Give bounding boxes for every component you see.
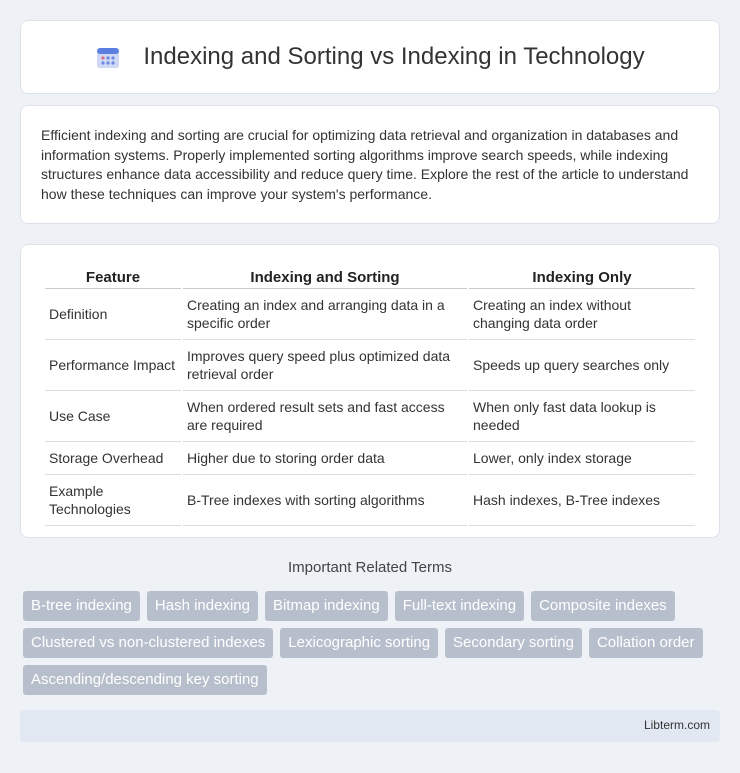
- table-row: [45, 442, 695, 475]
- related-term-tag[interactable]: Bitmap indexing: [265, 591, 388, 621]
- comparison-card: [20, 244, 720, 538]
- related-term-tag[interactable]: Ascending/descending key sorting: [23, 665, 267, 695]
- intro-text: Efficient indexing and sorting are crucial for optimizing data retrieval and organization in databases and information systems. Properly implemented sorting algorithms improve search speeds, while indexing structures enhance data accessibility and reduce query time. Explore the rest of the article to understand how these techniques can improve your system's performance.: [41, 127, 689, 202]
- related-term-tag[interactable]: B-tree indexing: [23, 591, 140, 621]
- related-terms-title: Important Related Terms: [288, 559, 452, 576]
- table-row: [45, 289, 695, 340]
- table-header-row: [45, 265, 695, 289]
- table-cell: Creating an index and arranging data in a specific order: [183, 289, 467, 340]
- table-cell: Example Technologies: [45, 475, 181, 526]
- table-cell: Speeds up query searches only: [469, 340, 695, 391]
- table-cell: Improves query speed plus optimized data retrieval order: [183, 340, 467, 391]
- related-term-tag[interactable]: Clustered vs non-clustered indexes: [23, 628, 273, 658]
- table-cell: Creating an index without changing data order: [469, 289, 695, 340]
- related-term-tag[interactable]: Lexicographic sorting: [280, 628, 438, 658]
- footer-site-link[interactable]: Libterm.com: [643, 718, 710, 732]
- related-term-tag[interactable]: Secondary sorting: [445, 628, 582, 658]
- table-row: [45, 391, 695, 442]
- table-cell: Use Case: [45, 391, 181, 442]
- table-cell: Definition: [45, 289, 181, 340]
- table-cell: B-Tree indexes with sorting algorithms: [183, 475, 467, 526]
- table-cell: When only fast data lookup is needed: [469, 391, 695, 442]
- table-cell: Hash indexes, B-Tree indexes: [469, 475, 695, 526]
- footer: [20, 710, 720, 742]
- calendar-icon: [95, 44, 121, 70]
- related-term-tag[interactable]: Composite indexes: [531, 591, 675, 621]
- table-cell: Performance Impact: [45, 340, 181, 391]
- comparison-table: [43, 265, 697, 526]
- intro-card: [20, 105, 720, 224]
- table-cell: When ordered result sets and fast access are required: [183, 391, 467, 442]
- related-term-tag[interactable]: Hash indexing: [147, 591, 258, 621]
- table-row: [45, 340, 695, 391]
- table-cell: Storage Overhead: [45, 442, 181, 475]
- header-indexing-only: Indexing Only: [469, 265, 695, 289]
- table-cell: Higher due to storing order data: [183, 442, 467, 475]
- page-title: Indexing and Sorting vs Indexing in Technology: [143, 43, 645, 70]
- table-cell: Lower, only index storage: [469, 442, 695, 475]
- header-indexing-and-sorting: Indexing and Sorting: [183, 265, 467, 289]
- header-feature: Feature: [45, 265, 181, 289]
- related-term-tag[interactable]: Collation order: [589, 628, 703, 658]
- header-card: [20, 20, 720, 94]
- table-row: [45, 475, 695, 526]
- related-terms-list: [23, 591, 723, 695]
- related-term-tag[interactable]: Full-text indexing: [395, 591, 524, 621]
